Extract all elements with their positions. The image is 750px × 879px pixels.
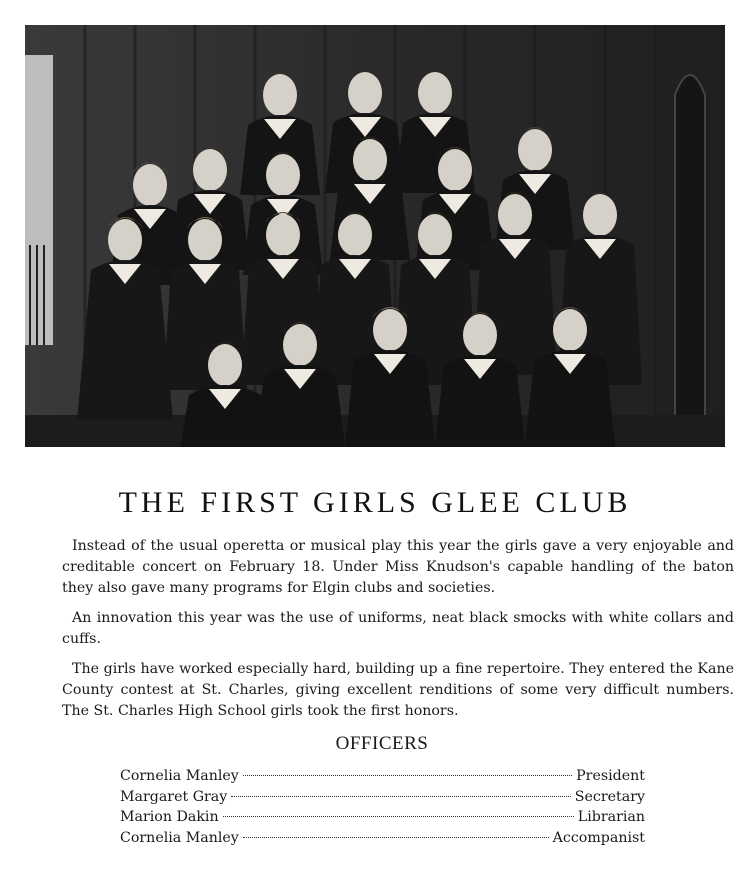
group-photo-illustration xyxy=(25,25,725,447)
officers-heading: OFFICERS xyxy=(335,733,429,754)
officer-role: Librarian xyxy=(577,809,645,825)
officer-row xyxy=(120,768,645,789)
paragraph-uniforms: An innovation this year was the use of uniforms, neat black smocks with white collars and cuffs. xyxy=(62,610,734,647)
officer-role: President xyxy=(576,768,645,784)
leader-dots xyxy=(243,775,572,776)
page-title: THE FIRST GIRLS GLEE CLUB xyxy=(118,486,632,519)
officer-row xyxy=(120,789,645,810)
officer-row xyxy=(120,830,645,851)
officer-name: Marion Dakin xyxy=(120,809,219,825)
officer-role: Secretary xyxy=(574,788,645,805)
paragraph-concert: Instead of the usual operetta or musical play this year the girls gave a very enjoyable and creditable concert on February 18. Under Miss Knudson's capable handling of the baton they also gave many programs for Elgin clubs and societies. xyxy=(62,538,734,596)
article-body xyxy=(62,536,734,731)
officer-row xyxy=(120,809,645,830)
officer-name: Margaret Gray xyxy=(120,788,228,805)
paragraph-contest: The girls have worked especially hard, building up a fine repertoire. They entered the Kane County contest at St. Charles, giving excellent renditions of some very difficult numbers. The St. Charles High School girls took the first honors. xyxy=(62,661,734,719)
leader-dots xyxy=(231,796,571,797)
group-photo xyxy=(25,25,725,447)
officer-name: Cornelia Manley xyxy=(120,829,239,846)
officer-role: Accompanist xyxy=(552,829,645,846)
leader-dots xyxy=(243,837,549,838)
officer-name: Cornelia Manley xyxy=(120,768,239,784)
officers-list xyxy=(120,768,645,850)
leader-dots xyxy=(223,816,574,817)
